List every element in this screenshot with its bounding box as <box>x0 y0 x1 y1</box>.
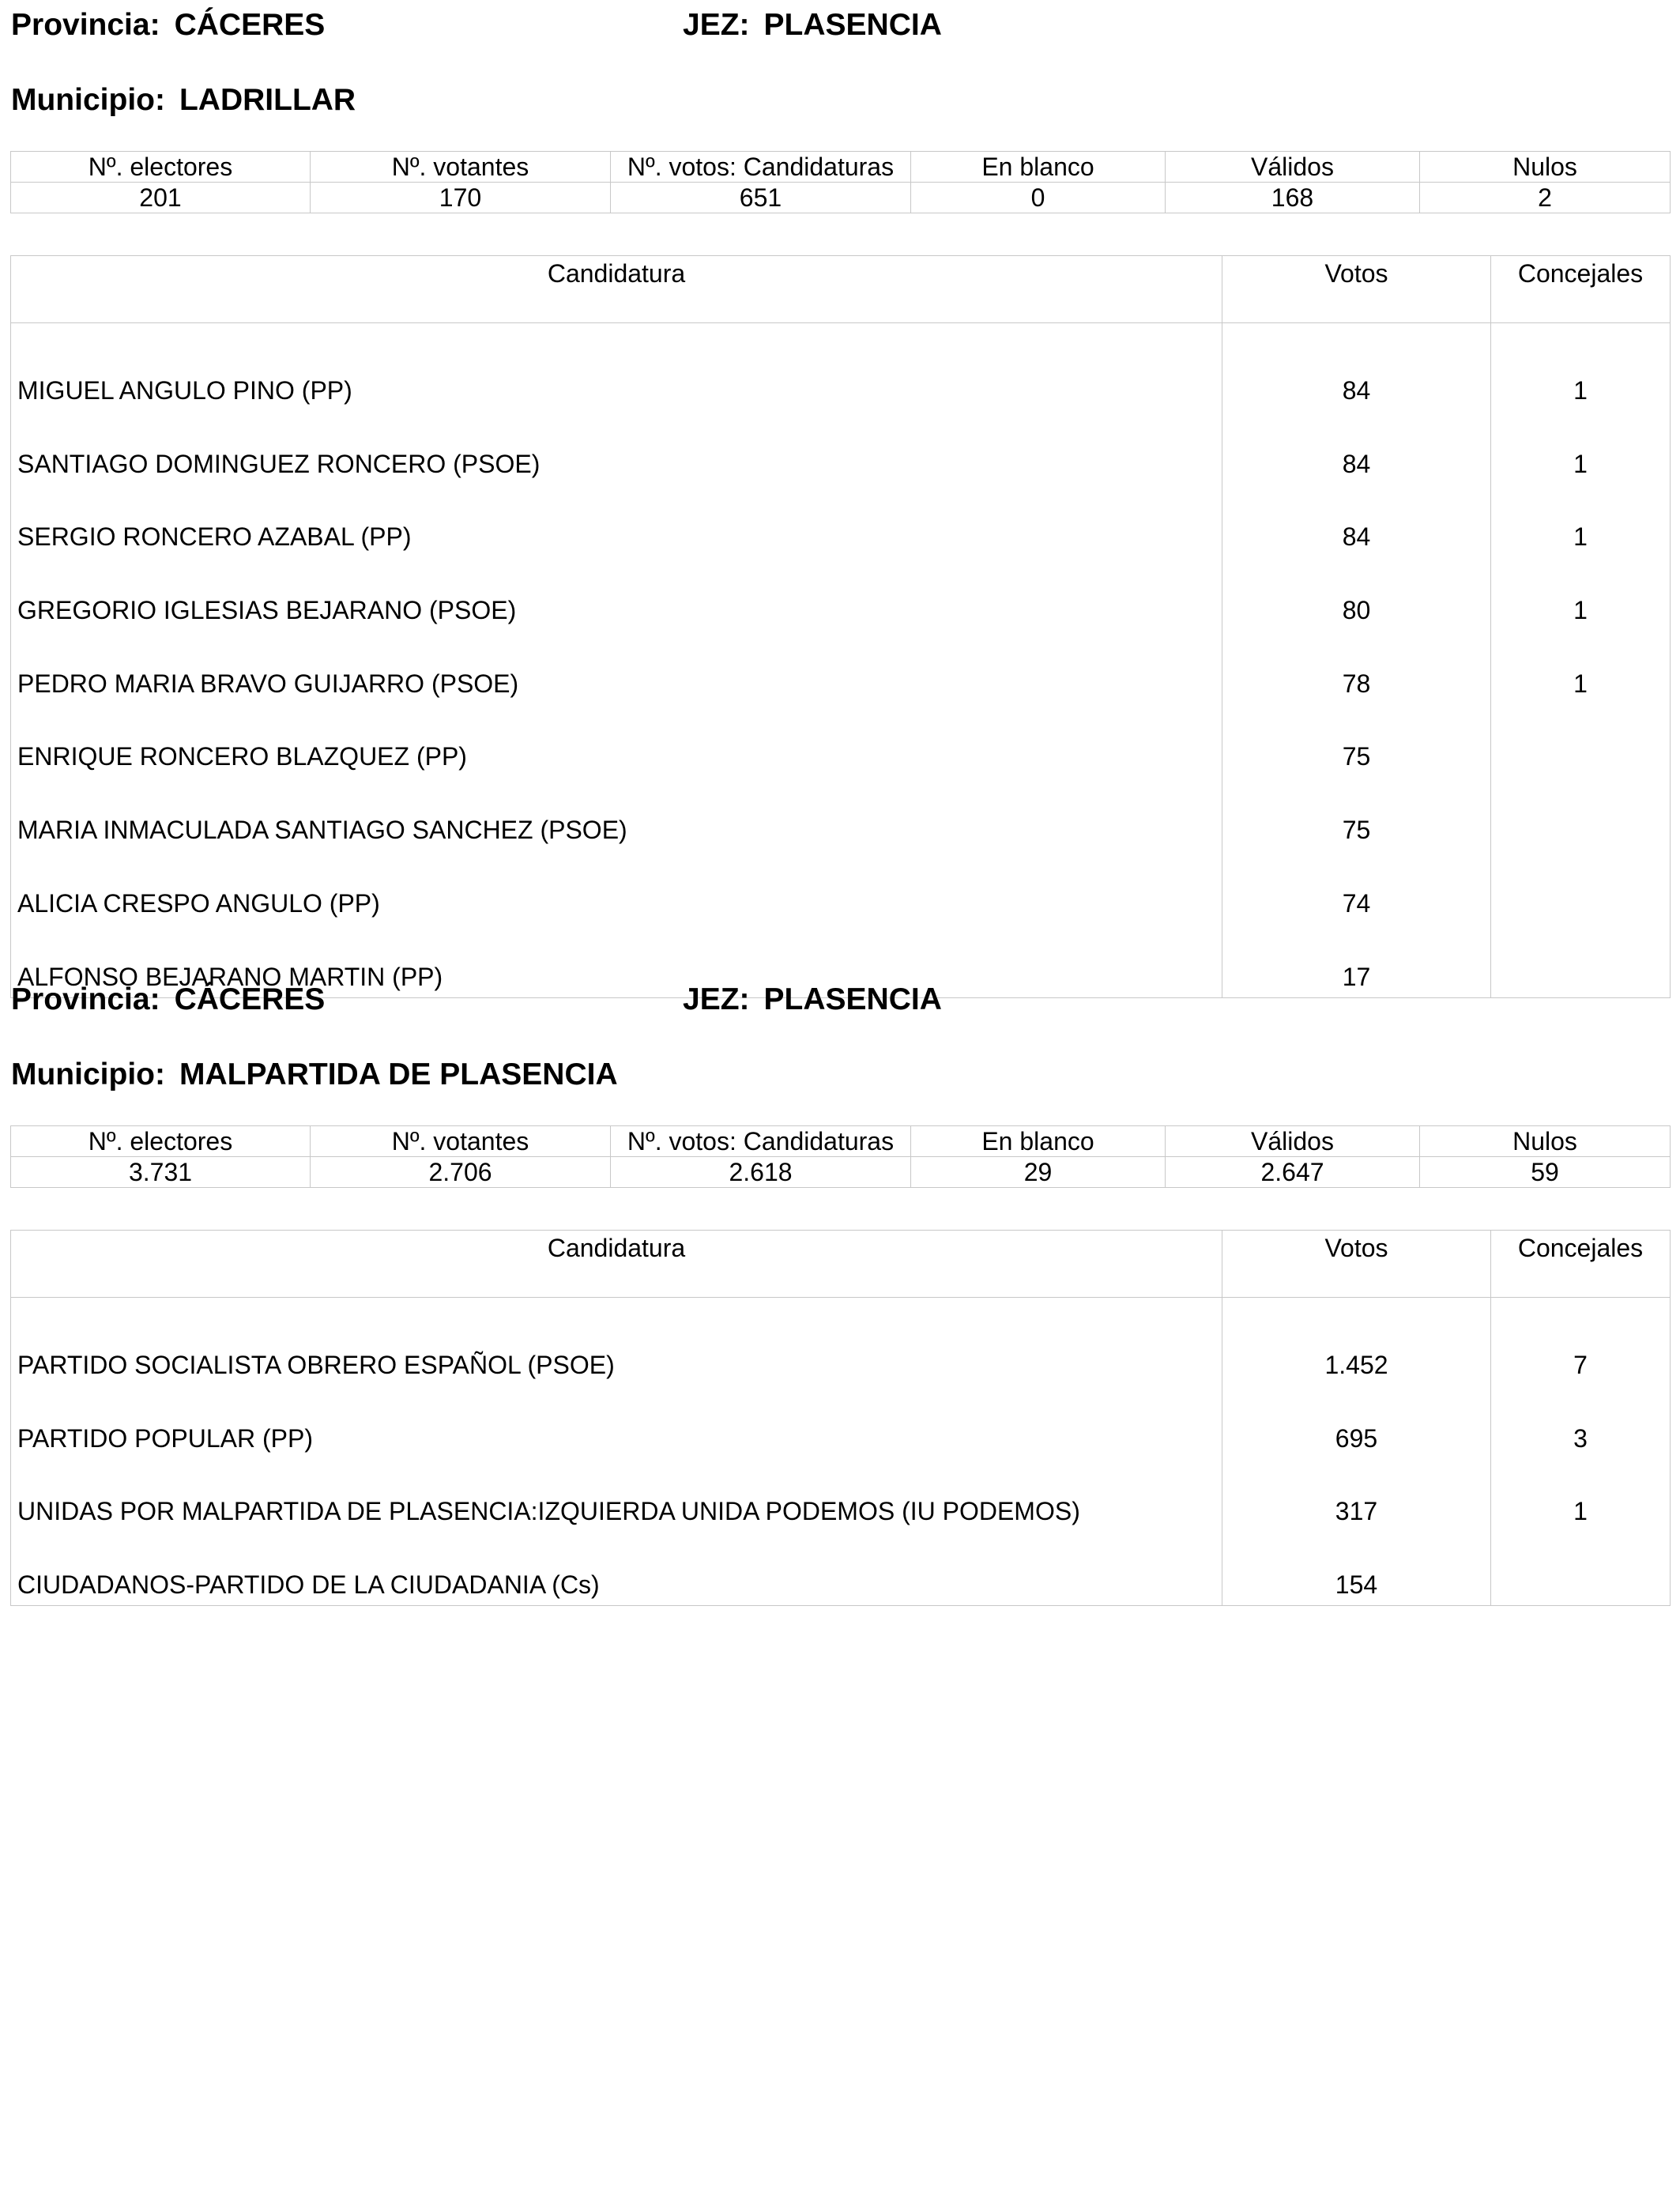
candidate-votos: 84 <box>1222 411 1491 484</box>
summary-header-nulos: Nulos <box>1420 1126 1671 1157</box>
summary-value-validos: 168 <box>1166 183 1420 213</box>
candidate-votos: 80 <box>1222 557 1491 631</box>
candidate-concejales <box>1491 704 1671 778</box>
candidate-votos: 78 <box>1222 631 1491 704</box>
table-row <box>11 777 1671 850</box>
summary-value-votantes: 2.706 <box>311 1157 611 1188</box>
candidate-concejales: 1 <box>1491 484 1671 558</box>
municipio-label: Municipio: <box>11 1057 165 1091</box>
table-row <box>11 411 1671 484</box>
candidate-votos: 154 <box>1222 1532 1491 1605</box>
municipio-value: LADRILLAR <box>179 83 356 117</box>
header-votos: Votos <box>1222 256 1491 323</box>
table-row <box>11 1298 1671 1386</box>
candidate-concejales <box>1491 850 1671 924</box>
header-candidatura: Candidatura <box>11 1231 1222 1298</box>
candidate-votos: 84 <box>1222 323 1491 412</box>
summary-header-electores: Nº. electores <box>11 1126 311 1157</box>
candidate-concejales: 1 <box>1491 557 1671 631</box>
provincia-label: Provincia: <box>11 8 160 42</box>
header-concejales: Concejales <box>1491 1231 1671 1298</box>
municipio-label: Municipio: <box>11 83 165 117</box>
header-candidatura: Candidatura <box>11 256 1222 323</box>
candidate-name: ENRIQUE RONCERO BLAZQUEZ (PP) <box>11 704 1222 778</box>
summary-value-row <box>11 1157 1671 1188</box>
summary-value-en-blanco: 29 <box>911 1157 1166 1188</box>
candidate-concejales: 1 <box>1491 323 1671 412</box>
summary-header-validos: Válidos <box>1166 152 1420 183</box>
summary-header-votos-candidaturas: Nº. votos: Candidaturas <box>611 1126 911 1157</box>
summary-header-votos-candidaturas: Nº. votos: Candidaturas <box>611 152 911 183</box>
table-row <box>11 704 1671 778</box>
candidate-name: GREGORIO IGLESIAS BEJARANO (PSOE) <box>11 557 1222 631</box>
jez-value: PLASENCIA <box>763 982 942 1016</box>
summary-value-validos: 2.647 <box>1166 1157 1420 1188</box>
summary-header-validos: Válidos <box>1166 1126 1420 1157</box>
candidates-table <box>10 1230 1671 1606</box>
candidates-header-row <box>11 256 1671 323</box>
candidate-votos: 317 <box>1222 1459 1491 1532</box>
summary-header-row <box>11 152 1671 183</box>
candidate-concejales: 1 <box>1491 631 1671 704</box>
summary-value-votos-candidaturas: 651 <box>611 183 911 213</box>
candidate-concejales <box>1491 777 1671 850</box>
candidate-votos: 17 <box>1222 924 1491 997</box>
table-row <box>11 1459 1671 1532</box>
municipio-heading <box>11 1051 618 1099</box>
municipio-heading <box>11 77 356 124</box>
summary-value-electores: 201 <box>11 183 311 213</box>
summary-header-en-blanco: En blanco <box>911 1126 1166 1157</box>
candidate-name: PEDRO MARIA BRAVO GUIJARRO (PSOE) <box>11 631 1222 704</box>
candidate-name: MIGUEL ANGULO PINO (PP) <box>11 323 1222 412</box>
provincia-heading <box>11 2 325 49</box>
candidate-votos: 84 <box>1222 484 1491 558</box>
candidate-concejales <box>1491 924 1671 997</box>
candidate-concejales: 3 <box>1491 1385 1671 1459</box>
candidate-votos: 1.452 <box>1222 1298 1491 1386</box>
summary-value-nulos: 59 <box>1420 1157 1671 1188</box>
candidate-name: PARTIDO SOCIALISTA OBRERO ESPAÑOL (PSOE) <box>11 1298 1222 1386</box>
candidate-name: PARTIDO POPULAR (PP) <box>11 1385 1222 1459</box>
table-row <box>11 557 1671 631</box>
candidate-votos: 695 <box>1222 1385 1491 1459</box>
table-row <box>11 1532 1671 1605</box>
jez-label: JEZ: <box>683 982 750 1016</box>
table-row <box>11 484 1671 558</box>
summary-header-nulos: Nulos <box>1420 152 1671 183</box>
summary-value-row <box>11 183 1671 213</box>
header-concejales: Concejales <box>1491 256 1671 323</box>
table-row <box>11 850 1671 924</box>
summary-value-votos-candidaturas: 2.618 <box>611 1157 911 1188</box>
candidate-name: SERGIO RONCERO AZABAL (PP) <box>11 484 1222 558</box>
summary-value-nulos: 2 <box>1420 183 1671 213</box>
summary-header-en-blanco: En blanco <box>911 152 1166 183</box>
candidate-concejales: 1 <box>1491 411 1671 484</box>
jez-value: PLASENCIA <box>763 8 942 42</box>
provincia-value: CÁCERES <box>174 982 326 1016</box>
candidate-votos: 75 <box>1222 704 1491 778</box>
summary-value-electores: 3.731 <box>11 1157 311 1188</box>
provincia-value: CÁCERES <box>174 8 326 42</box>
jez-heading <box>683 2 942 49</box>
summary-table <box>10 151 1671 213</box>
candidate-name: SANTIAGO DOMINGUEZ RONCERO (PSOE) <box>11 411 1222 484</box>
summary-value-en-blanco: 0 <box>911 183 1166 213</box>
summary-header-row <box>11 1126 1671 1157</box>
jez-label: JEZ: <box>683 8 750 42</box>
header-votos: Votos <box>1222 1231 1491 1298</box>
candidate-name: ALFONSO BEJARANO MARTIN (PP) <box>11 924 1222 997</box>
provincia-label: Provincia: <box>11 982 160 1016</box>
candidate-name: CIUDADANOS-PARTIDO DE LA CIUDADANIA (Cs) <box>11 1532 1222 1605</box>
candidates-table <box>10 255 1671 998</box>
provincia-heading <box>11 976 325 1023</box>
candidate-votos: 74 <box>1222 850 1491 924</box>
summary-header-votantes: Nº. votantes <box>311 1126 611 1157</box>
summary-header-electores: Nº. electores <box>11 152 311 183</box>
candidate-concejales: 1 <box>1491 1459 1671 1532</box>
summary-table <box>10 1125 1671 1188</box>
summary-value-votantes: 170 <box>311 183 611 213</box>
candidate-name: ALICIA CRESPO ANGULO (PP) <box>11 850 1222 924</box>
candidates-header-row <box>11 1231 1671 1298</box>
candidate-votos: 75 <box>1222 777 1491 850</box>
summary-header-votantes: Nº. votantes <box>311 152 611 183</box>
table-row <box>11 323 1671 412</box>
candidate-name: MARIA INMACULADA SANTIAGO SANCHEZ (PSOE) <box>11 777 1222 850</box>
candidate-concejales <box>1491 1532 1671 1605</box>
table-row <box>11 631 1671 704</box>
municipio-value: MALPARTIDA DE PLASENCIA <box>179 1057 618 1091</box>
table-row <box>11 1385 1671 1459</box>
candidate-name: UNIDAS POR MALPARTIDA DE PLASENCIA:IZQUIERDA UNIDA PODEMOS (IU PODEMOS) <box>11 1459 1222 1532</box>
jez-heading <box>683 976 942 1023</box>
candidate-concejales: 7 <box>1491 1298 1671 1386</box>
